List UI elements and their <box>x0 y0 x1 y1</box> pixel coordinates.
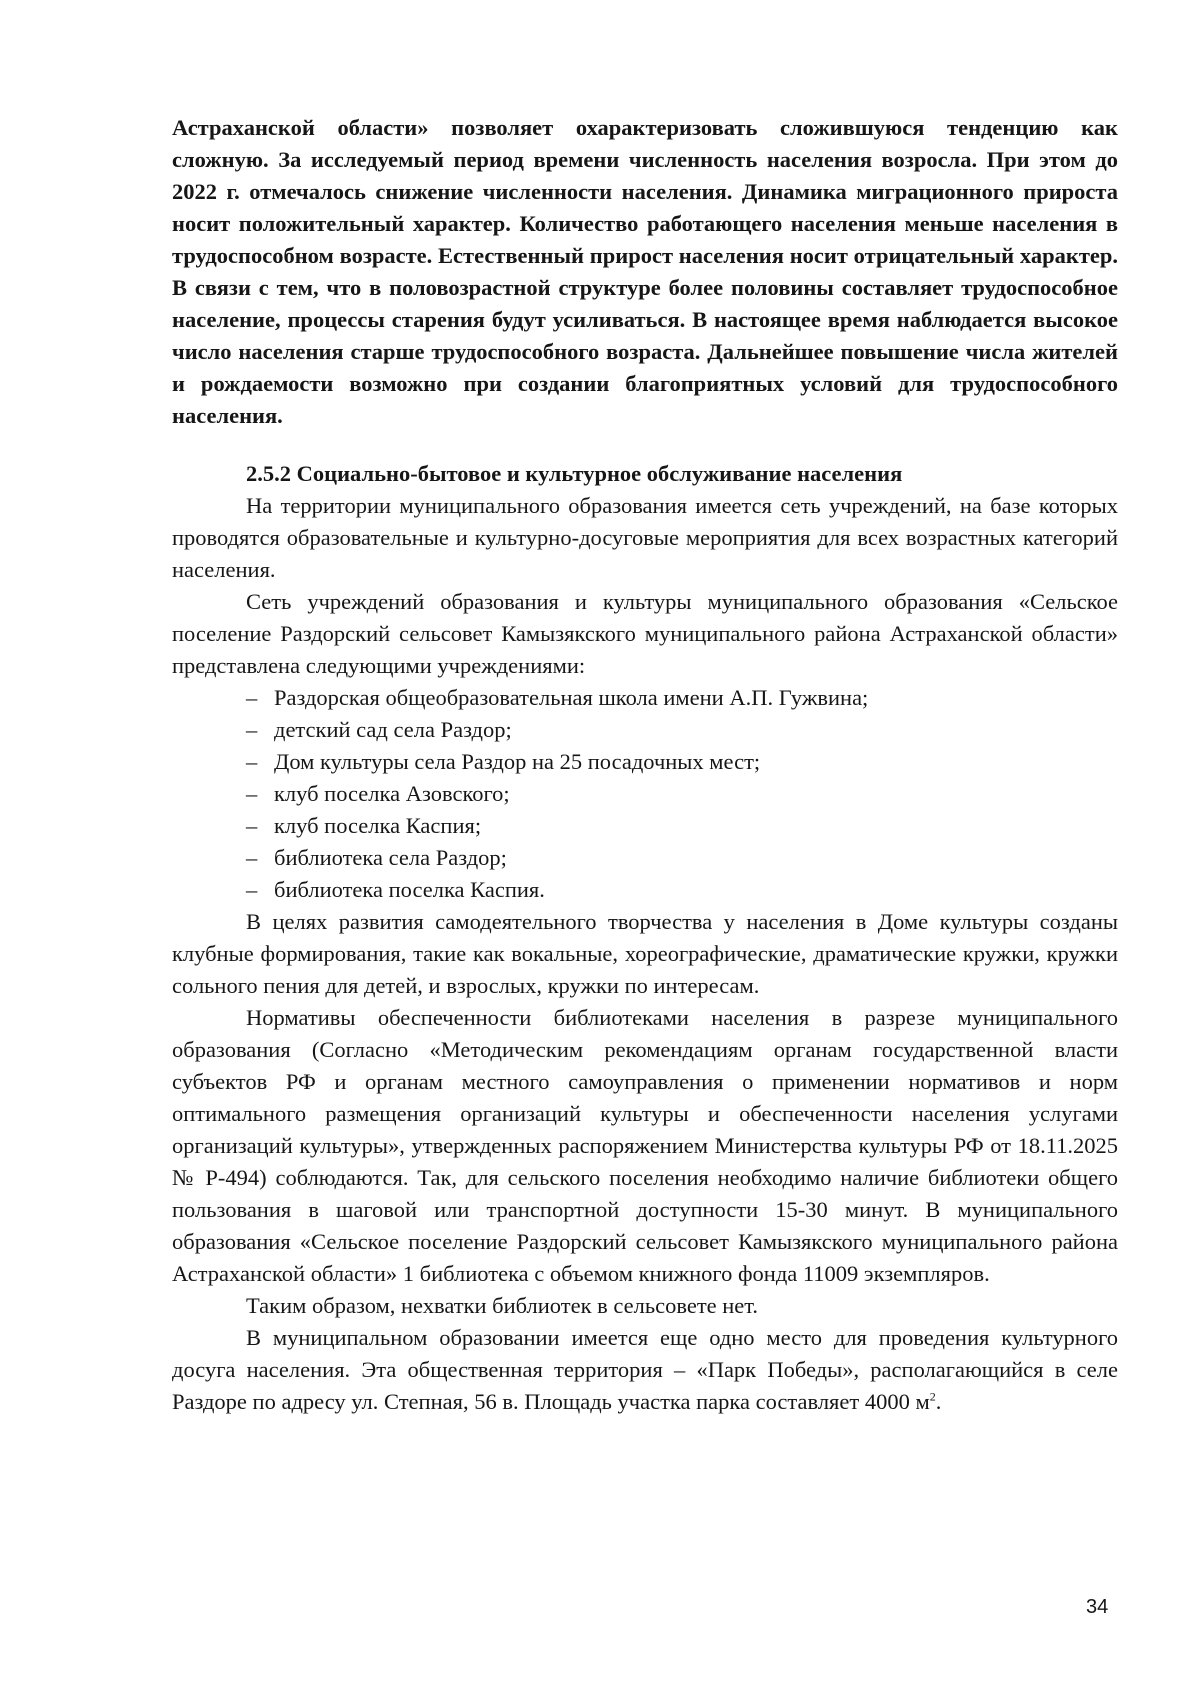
list-item-text: Дом культуры села Раздор на 25 посадочных мест; <box>274 749 761 774</box>
list-item <box>172 778 1118 810</box>
victory-park-text: В муниципальном образовании имеется еще одно место для проведения культурного досуга населения. Эта общественная территория – «Парк Победы», располагающийся в селе Раздоре по адресу ул. Степная, 56 в. Площадь участка парка составляет 4000 м <box>172 1325 1118 1414</box>
list-item <box>172 874 1118 906</box>
list-item <box>172 714 1118 746</box>
paragraph-no-library-shortage: Таким образом, нехватки библиотек в сельсовете нет. <box>246 1293 759 1318</box>
list-item-text: Раздорская общеобразовательная школа имени А.П. Гужвина; <box>274 685 869 710</box>
list-dash: – <box>246 749 258 774</box>
list-item <box>172 682 1118 714</box>
list-item-text: детский сад села Раздор; <box>274 717 512 742</box>
list-dash: – <box>246 845 258 870</box>
paragraph-library-norms: Нормативы обеспеченности библиотеками населения в разрезе муниципального образования (Согласно «Методическим рекомендациям органам государственной власти субъектов РФ и органам местного самоуправления о применении нормативов и норм оптимального размещения организаций культуры и обеспеченности населения услугами организаций культуры», утвержденных распоряжением Министерства культуры РФ от 18.11.2025 № Р-494) соблюдаются. Так, для сельского поселения необходимо наличие библиотеки общего пользования в шаговой или транспортной доступности 15-30 минут. В муниципального образования «Сельское поселение Раздорский сельсовет Камызякского муниципального района Астраханской области» 1 библиотека с объемом книжного фонда 11009 экземпляров. <box>172 1005 1118 1286</box>
list-item <box>172 810 1118 842</box>
paragraph-victory-park <box>172 1322 1118 1418</box>
list-dash: – <box>246 781 258 806</box>
square-meter-superscript: 2 <box>929 1389 936 1404</box>
institutions-list <box>172 682 1118 906</box>
list-item-text: клуб поселка Каспия; <box>274 813 482 838</box>
list-item-text: библиотека села Раздор; <box>274 845 507 870</box>
list-dash: – <box>246 813 258 838</box>
paragraph-institutions-network: На территории муниципального образования имеется сеть учреждений, на базе которых проводятся образовательные и культурно-досуговые мероприятия для всех возрастных категорий населения. <box>172 493 1118 582</box>
list-dash: – <box>246 685 258 710</box>
victory-park-end: . <box>935 1389 942 1414</box>
list-item <box>172 842 1118 874</box>
list-item <box>172 746 1118 778</box>
paragraph-network-composition: Сеть учреждений образования и культуры муниципального образования «Сельское поселение Раздорский сельсовет Камызякского муниципального района Астраханской области» представлена следующими учреждениями: <box>172 589 1118 678</box>
list-dash: – <box>246 717 258 742</box>
intro-paragraph: Астраханской области» позволяет охарактеризовать сложившуюся тенденцию как сложную. За исследуемый период времени численность населения возросла. При этом до 2022 г. отмечалось снижение численности населения. Динамика миграционного прироста носит положительный характер. Количество работающего населения меньше населения в трудоспособном возрасте. Естественный прирост населения носит отрицательный характер. В связи с тем, что в половозрастной структуре более половины составляет трудоспособное население, процессы старения будут усиливаться. В настоящее время наблюдается высокое число населения старше трудоспособного возраста. Дальнейшее повышение числа жителей и рождаемости возможно при создании благоприятных условий для трудоспособного населения. <box>172 115 1118 428</box>
page-number: 34 <box>1086 1596 1109 1618</box>
section-heading: 2.5.2 Социально-бытовое и культурное обслуживание населения <box>246 461 903 486</box>
list-item-text: клуб поселка Азовского; <box>274 781 510 806</box>
list-dash: – <box>246 877 258 902</box>
list-item-text: библиотека поселка Каспия. <box>274 877 545 902</box>
paragraph-club-formations: В целях развития самодеятельного творчества у населения в Доме культуры созданы клубные формирования, такие как вокальные, хореографические, драматические кружки, кружки сольного пения для детей, и взрослых, кружки по интересам. <box>172 909 1118 998</box>
document-body <box>172 112 1118 1418</box>
